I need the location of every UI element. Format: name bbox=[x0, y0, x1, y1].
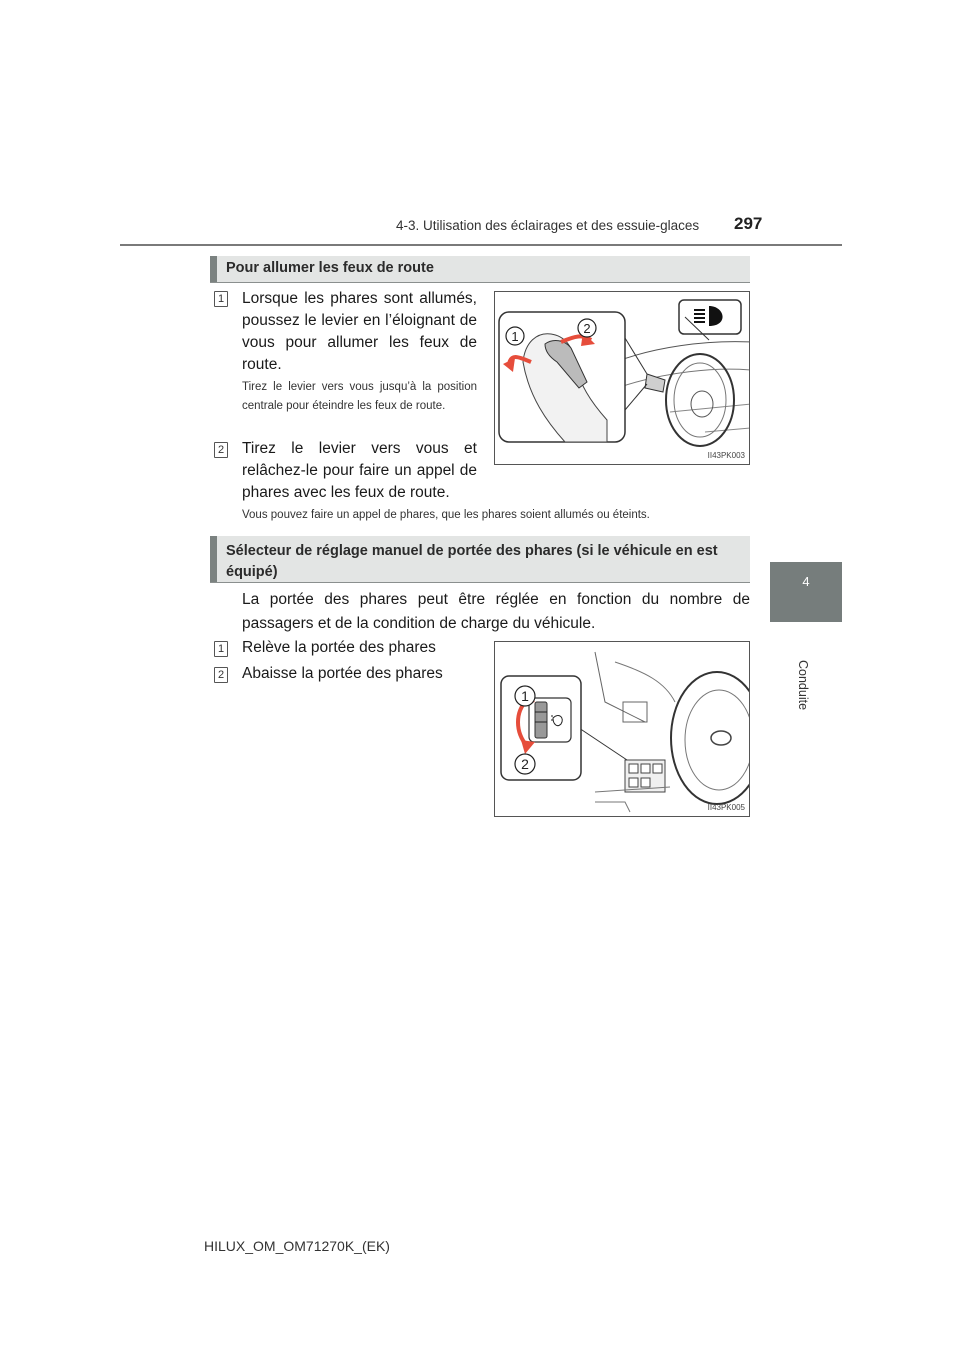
fig2-callout-1: 1 bbox=[521, 688, 529, 704]
chapter-tab bbox=[770, 562, 842, 622]
lever-illustration bbox=[495, 292, 750, 465]
section-title-headlight-leveling: Sélecteur de réglage manuel de portée des phares (si le véhicule en est équipé) bbox=[210, 536, 750, 582]
step-marker-2: 2 bbox=[214, 442, 228, 458]
fig1-callout-2: 2 bbox=[583, 321, 591, 336]
header-rule bbox=[120, 244, 842, 246]
flash-note: Vous pouvez faire un appel de phares, que les phares soient allumés ou éteints. bbox=[242, 509, 650, 521]
running-header-section: 4-3. Utilisation des éclairages et des essuie-glaces bbox=[396, 218, 700, 233]
lower-beam-text: Abaisse la portée des phares bbox=[242, 665, 443, 682]
step-1-note: Tirez le levier vers vous jusqu’à la position centrale pour éteindre les feux de route. bbox=[242, 381, 477, 412]
figure-high-beam-lever bbox=[494, 291, 750, 465]
section-title-underline bbox=[210, 282, 750, 283]
figure-code-1: II43PK003 bbox=[707, 451, 745, 460]
page-number: 297 bbox=[734, 214, 763, 233]
step-marker-1: 1 bbox=[214, 291, 228, 307]
step-1-text: Lorsque les phares sont allumés, poussez le levier en l’éloignant de vous pour allumer les feux de route. bbox=[242, 290, 477, 373]
figure-leveling-dial bbox=[494, 641, 750, 817]
leveling-intro: La portée des phares peut être réglée en fonction du nombre de passagers et de la condition de charge du véhicule. bbox=[242, 591, 750, 632]
dial-illustration bbox=[495, 642, 750, 817]
section-title-high-beam: Pour allumer les feux de route bbox=[210, 256, 750, 282]
chapter-label: Conduite bbox=[796, 660, 810, 711]
fig2-callout-2: 2 bbox=[521, 756, 529, 772]
raise-beam-text: Relève la portée des phares bbox=[242, 639, 436, 656]
step-marker-2: 2 bbox=[214, 667, 228, 683]
figure-code-2: II43PK005 bbox=[707, 803, 745, 812]
step-marker-1: 1 bbox=[214, 641, 228, 657]
fig1-callout-1: 1 bbox=[511, 329, 519, 344]
step-2-text: Tirez le levier vers vous et relâchez-le pour faire un appel de phares avec les feux de route. bbox=[242, 440, 477, 501]
footer-model-code: HILUX_OM_OM71270K_(EK) bbox=[204, 1238, 390, 1254]
chapter-number: 4 bbox=[802, 574, 810, 589]
section-title-underline bbox=[210, 582, 750, 583]
